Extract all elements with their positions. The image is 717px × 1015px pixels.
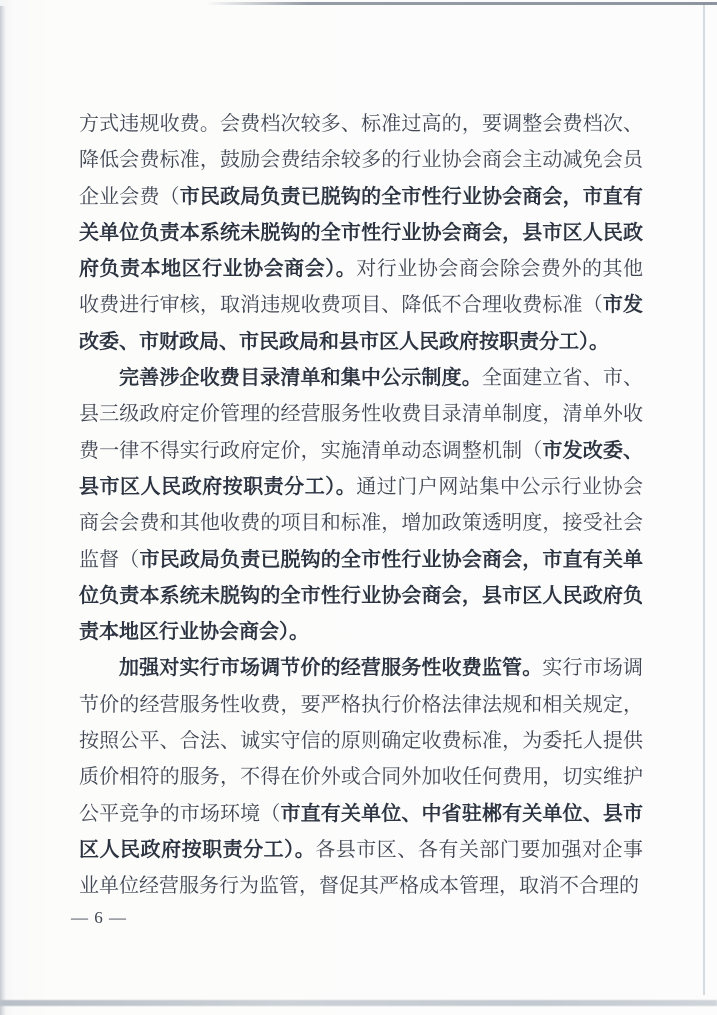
paragraph: [79, 650, 643, 904]
bold-segment: 市发改委、市财政局、市民政局和县市区人民政府按职责分工）。: [79, 294, 644, 353]
text-segment: 全面建立省、市、县三级政府定价管理的经营服务性收费目录清单制度，清单外收费一律不得实行政府定价，实施清单动态调整机制（: [79, 367, 644, 462]
paragraph: [79, 360, 643, 650]
bold-segment: 市民政局负责已脱钩的全市性行业协会商会，市直有关单位负责本系统未脱钩的全市性行业协会商会，县市区人民政府负责本地区行业协会商会）。: [79, 548, 644, 644]
page-number: — 6 —: [71, 908, 127, 927]
document-body-text: [79, 106, 643, 905]
scan-edge-left: [0, 6, 6, 1015]
bold-segment: 完善涉企收费目录清单和集中公示制度。: [119, 367, 482, 390]
scan-edge-right: [703, 5, 705, 995]
text-segment: 实行市场调节价的经营服务性收费，要严格执行价格法律法规和相关规定，按照公平、合法、诚实守信的原则确定收费标准，为委托人提供质价相符的服务，不得在价外或合同外加收任何费用，切实维护公平竞争的市场环境（: [79, 657, 644, 825]
scan-edge-bottom: [0, 1000, 717, 1006]
bold-segment: 市直有关单位、中省驻郴有关单位、县市区人民政府按职责分工）。: [79, 802, 644, 861]
paragraph: [79, 106, 643, 360]
text-segment: 方式违规收费。会费档次较多、标准过高的，要调整会费档次、降低会费标准，鼓励会费结余较多的行业协会商会主动减免会员企业会费（: [79, 113, 643, 208]
bold-segment: 市发改委、县市区人民政府按职责分工）。: [79, 439, 644, 498]
text-segment: 通过门户网站集中公示行业协会商会会费和其他收费的项目和标准，增加政策透明度，接受社会监督（: [79, 475, 644, 571]
bold-segment: 市民政局负责已脱钩的全市性行业协会商会，市直有关单位负责本系统未脱钩的全市性行业协会商会，县市区人民政府负责本地区行业协会商会）。: [79, 185, 644, 281]
bold-segment: 加强对实行市场调节价的经营服务性收费监管。: [119, 657, 543, 680]
text-segment: 各县市区、各有关部门要加强对企事业单位经营服务行为监管，督促其严格成本管理，取消不合理的: [79, 838, 644, 898]
text-segment: 对行业协会商会除会费外的其他收费进行审核，取消违规收费项目、降低不合理收费标准（: [79, 258, 644, 317]
scan-edge-top: [205, 2, 717, 5]
